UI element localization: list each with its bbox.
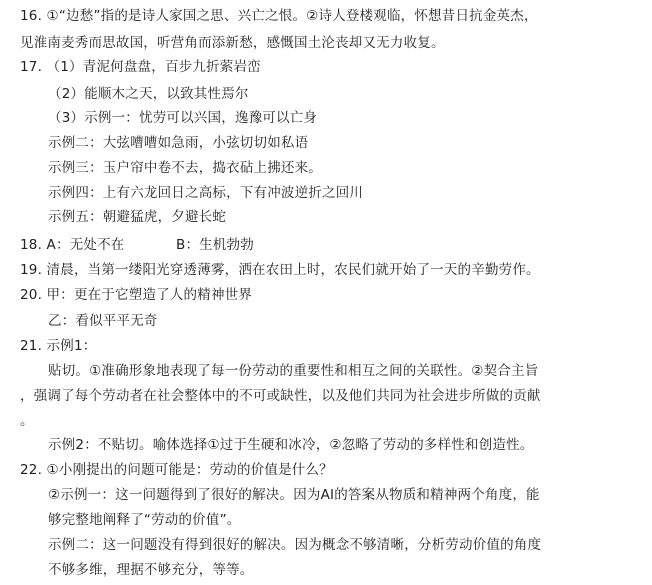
answer-22-example-2-line-1: 示例二：这一问题没有得到很好的解决。因为概念不够清晰，分析劳动价值的角度 (48, 537, 542, 553)
answer-22-part-1: 22. ①小刚提出的问题可能是：劳动的价值是什么？ (20, 462, 333, 478)
answer-21-example-1-line-2: ，强调了每个劳动者在社会整体中的不可或缺性，以及他们共同为社会进步所做的贡献 (20, 388, 541, 404)
answer-22-example-1-line-2: 够完整地阐释了“劳动的价值”。 (48, 512, 241, 528)
answer-17-item-1: 17. （1）青泥何盘盘，百步九折萦岩峦 (20, 59, 261, 75)
answer-21-example-1-line-1: 贴切。①准确形象地表现了每一份劳动的重要性和相互之间的关联性。②契合主旨 (48, 363, 539, 379)
answer-16-line-1: 16. ①“边愁”指的是诗人家国之思、兴亡之恨。②诗人登楼观临，怀想昔日抗金英杰， (20, 8, 538, 24)
answer-17-example-3: 示例三：玉户帘中卷不去，捣衣砧上拂还来。 (48, 160, 322, 176)
answer-22-example-2-line-2: 不够多维，理据不够充分，等等。 (48, 562, 254, 578)
answer-21-example-1-line-3: 。 (20, 413, 34, 429)
answer-17-example-4: 示例四：上有六龙回日之高标，下有冲波逆折之回川 (48, 185, 364, 201)
answer-17-item-3: （3）示例一：忧劳可以兴国，逸豫可以亡身 (48, 110, 318, 126)
answer-18-b: B：生机勃勃 (176, 237, 254, 253)
answer-21-heading: 21. 示例1： (20, 338, 97, 354)
answer-17-item-2: （2）能顺木之天，以致其性焉尔 (48, 86, 249, 102)
answer-19: 19. 清晨，当第一缕阳光穿透薄雾，洒在农田上时，农民们就开始了一天的辛勤劳作。 (20, 262, 540, 278)
answer-20-jia: 20. 甲：更在于它塑造了人的精神世界 (20, 287, 253, 303)
answer-22-example-1-line-1: ②示例一：这一问题得到了很好的解决。因为AI的答案从物质和精神两个角度，能 (48, 487, 540, 503)
answer-16-line-2: 见淮南麦秀而思故国，听营角而添新愁，感慨国土沦丧却又无力收复。 (20, 35, 445, 51)
answer-20-yi: 乙：看似平平无奇 (48, 313, 158, 329)
answer-17-example-5: 示例五：朝避猛虎，夕避长蛇 (48, 209, 227, 225)
answer-17-example-2: 示例二：大弦嘈嘈如急雨，小弦切切如私语 (48, 135, 309, 151)
answer-18-a: 18. A：无处不在 (20, 237, 125, 253)
answer-21-example-2: 示例2：不贴切。喻体选择①过于生硬和冰冷，②忽略了劳动的多样性和创造性。 (48, 437, 534, 453)
